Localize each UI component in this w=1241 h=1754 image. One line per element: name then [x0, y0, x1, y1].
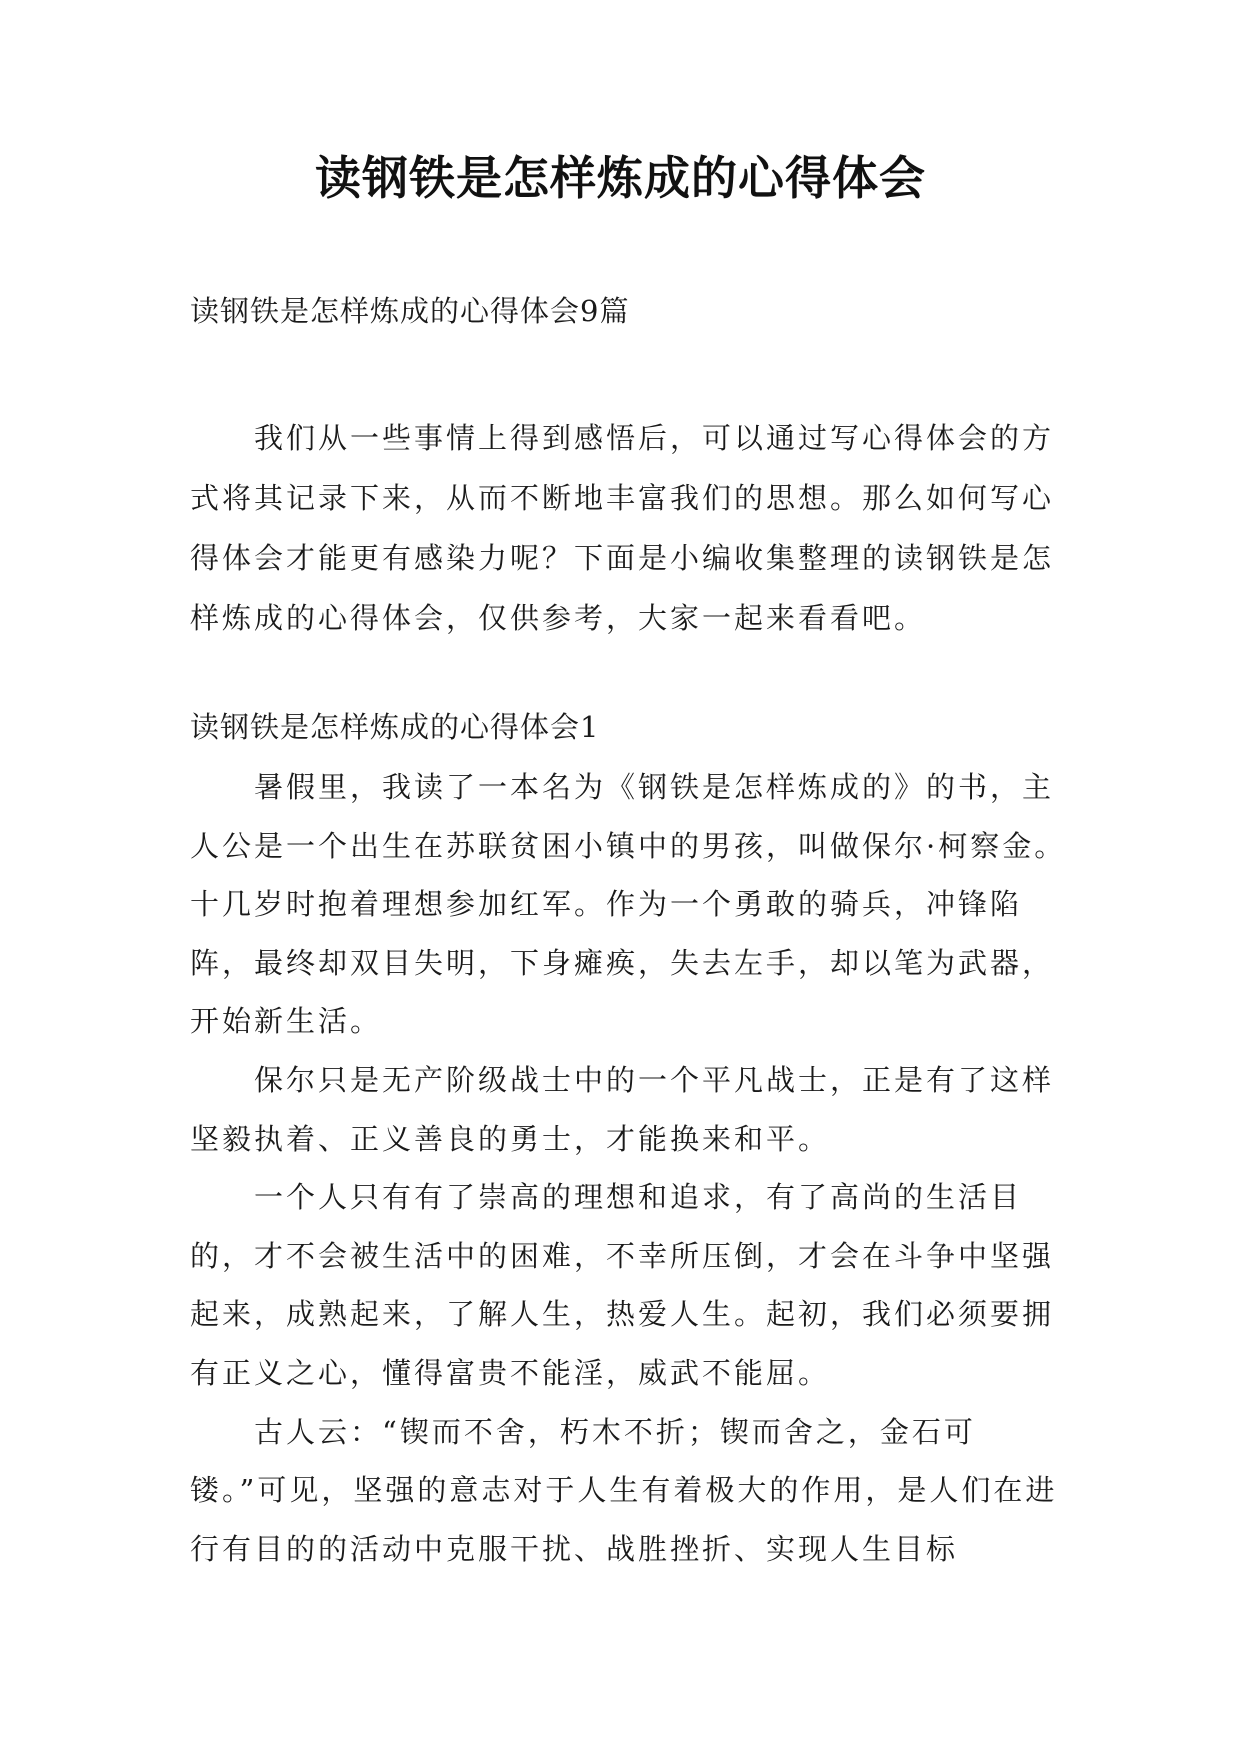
document-subtitle: 读钢铁是怎样炼成的心得体会9篇	[190, 294, 630, 328]
intro-paragraph: 我们从一些事情上得到感悟后，可以通过写心得体会的方式将其记录下来，从而不断地丰富我们的思想。那么如何写心得体会才能更有感染力呢？下面是小编收集整理的读钢铁是怎样炼成的心得体会，仅供参考，大家一起来看看吧。	[190, 421, 1055, 635]
section-body	[190, 758, 1070, 1578]
body-paragraph: 保尔只是无产阶级战士中的一个平凡战士，正是有了这样坚毅执着、正义善良的勇士，才能换来和平。	[190, 1062, 1055, 1156]
section-heading: 读钢铁是怎样炼成的心得体会1	[190, 710, 600, 744]
document-title: 读钢铁是怎样炼成的心得体会	[315, 151, 926, 205]
body-paragraph: 一个人只有有了崇高的理想和追求，有了高尚的生活目的，才不会被生活中的困难，不幸所压倒，才会在斗争中坚强起来，成熟起来，了解人生，热爱人生。起初，我们必须要拥有正义之心，懂得富贵不能淫，威武不能屈。	[190, 1180, 1055, 1390]
body-paragraph: 暑假里，我读了一本名为《钢铁是怎样炼成的》的书，主人公是一个出生在苏联贫困小镇中的男孩，叫做保尔·柯察金。十几岁时抱着理想参加红军。作为一个勇敢的骑兵，冲锋陷阵，最终却双目失明，下身瘫痪，失去左手，却以笔为武器，开始新生活。	[190, 770, 1067, 1039]
body-paragraph: 古人云：“锲而不舍，朽木不折；锲而舍之，金石可镂。”可见，坚强的意志对于人生有着极大的作用，是人们在进行有目的的活动中克服干扰、战胜挫折、实现人生目标	[190, 1414, 1058, 1566]
